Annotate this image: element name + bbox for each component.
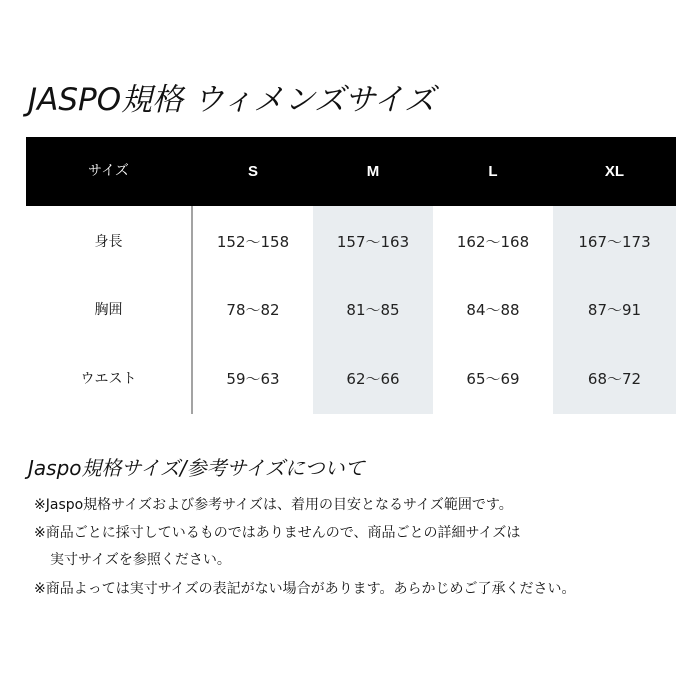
table-cell: 62〜66 [346,370,400,388]
row-label-chest: 胸囲 [94,302,123,318]
header-size-m: M [366,163,380,180]
page-title: JASPO規格 ウィメンズサイズ [28,82,436,118]
header-size-s: S [247,163,258,180]
table-cell: 68〜72 [587,370,642,388]
table-header [26,137,676,206]
header-size-label: サイズ [88,163,129,179]
table-cell: 152〜158 [216,233,290,251]
note-line: ※Jaspo規格サイズおよび参考サイズは、着用の目安となるサイズ範囲です。 [34,497,513,513]
header-size-l: L [488,163,498,180]
table-cell: 81〜85 [346,301,400,319]
table-cell: 162〜168 [456,233,530,251]
notes-heading: Jaspo規格サイズ/参考サイズについて [28,456,365,480]
table-cell: 157〜163 [336,233,410,251]
table-cell: 87〜91 [587,301,642,319]
note-line: 実寸サイズを参照ください。 [50,552,231,568]
table-cell: 78〜82 [226,301,280,319]
table-cell: 59〜63 [226,370,280,388]
header-size-xl: XL [604,163,625,180]
row-label-waist: ウエスト [80,371,137,387]
table-cell: 65〜69 [466,370,520,388]
size-table [26,137,676,414]
note-line: ※商品よっては実寸サイズの表記がない場合があります。あらかじめご了承ください。 [34,581,576,597]
table-cell: 167〜173 [578,233,651,251]
table-cell: 84〜88 [466,301,520,319]
row-label-height: 身長 [94,234,123,250]
note-line: ※商品ごとに採寸しているものではありませんので、商品ごとの詳細サイズは [34,525,521,541]
